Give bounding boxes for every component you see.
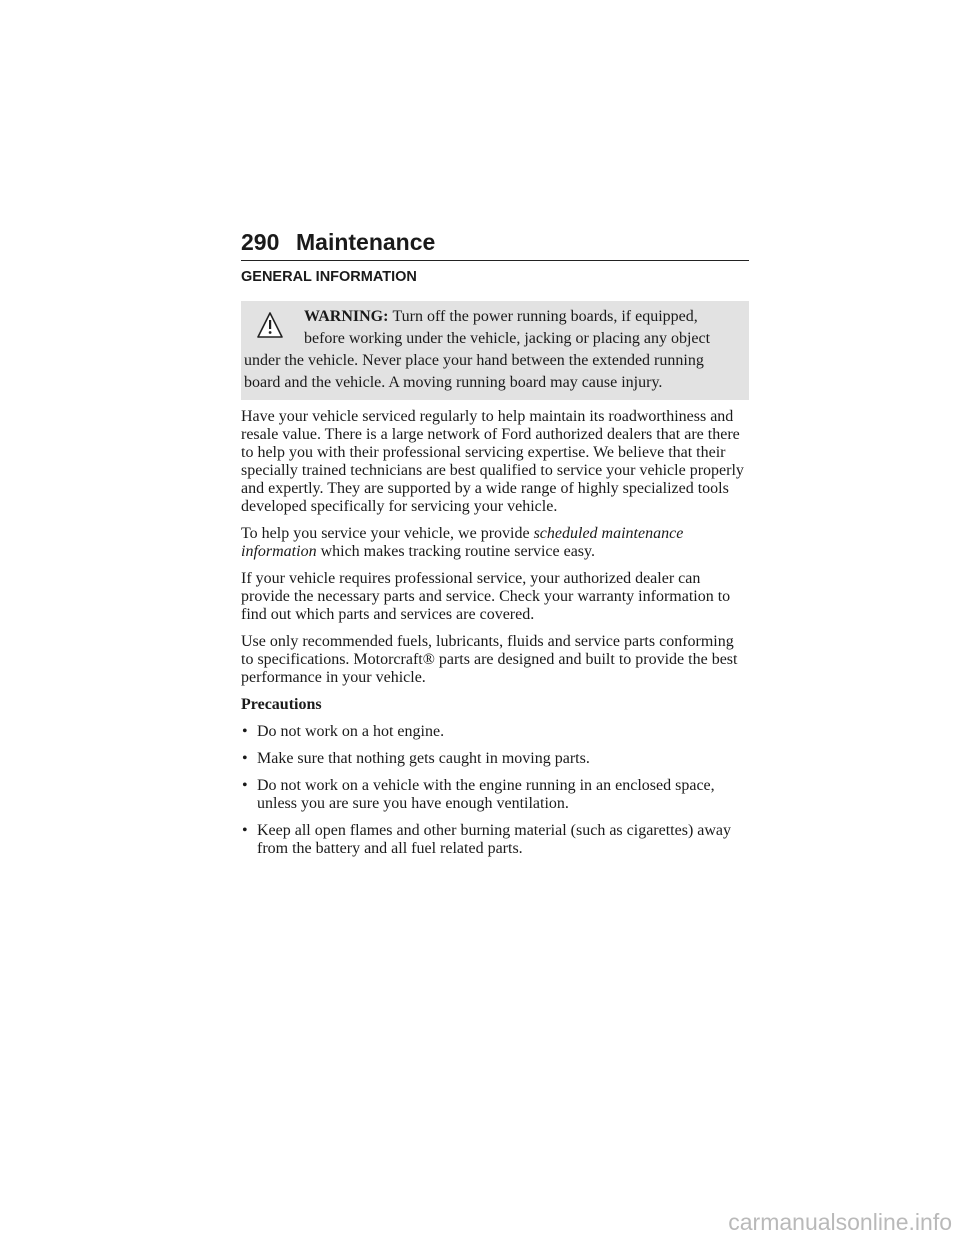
page-header [241, 228, 749, 261]
list-item-text: Make sure that nothing gets caught in moving parts. [257, 750, 590, 767]
paragraph-text: To help you service your vehicle, we provide [241, 525, 530, 542]
list-item [241, 822, 749, 858]
bullet-icon: • [242, 822, 248, 839]
bullet-icon: • [242, 777, 248, 794]
list-item-text: Do not work on a hot engine. [257, 723, 445, 740]
paragraph-text: which makes tracking routine service easy. [320, 543, 595, 560]
precautions-list [241, 723, 749, 858]
list-item [241, 723, 749, 741]
warning-triangle-icon [244, 310, 304, 346]
paragraph-scheduled-maintenance [241, 525, 749, 561]
section-title: GENERAL INFORMATION [241, 269, 417, 285]
paragraph-recommended-parts: Use only recommended fuels, lubricants, fluids and service parts conforming to specifications. Motorcraft® parts are designed and built to provide the best performance in your vehicle. [241, 633, 738, 686]
list-item [241, 750, 749, 768]
paragraph-service-overview: Have your vehicle serviced regularly to help maintain its roadworthiness and resale value. There is a large network of Ford authorized dealers that are there to help you with their professional servicing expertise. We believe that their specially trained technicians are best qualified to service your vehicle properly and expertly. They are supported by a wide range of highly specialized tools developed specifically for servicing your vehicle. [241, 408, 744, 515]
bullet-icon: • [242, 750, 248, 767]
paragraph-professional-service: If your vehicle requires professional service, your authorized dealer can provide the necessary parts and service. Check your warranty information to find out which parts and services are covered. [241, 570, 731, 623]
scheduled-maintenance-reference: scheduled maintenance information [241, 525, 684, 560]
list-item-text: Do not work on a vehicle with the engine running in an enclosed space, unless you are sure you have enough ventilation. [257, 777, 715, 812]
page-number: 290 [241, 229, 280, 255]
precautions-heading: Precautions [241, 696, 322, 713]
warning-label: WARNING: [304, 308, 389, 325]
list-item-text: Keep all open flames and other burning material (such as cigarettes) away from the battery and all fuel related parts. [257, 822, 732, 857]
warning-box [241, 301, 749, 400]
chapter-title: Maintenance [296, 229, 436, 255]
list-item [241, 777, 749, 813]
page-content [241, 268, 749, 867]
warning-text: Turn off the power running boards, if equipped, before working under the vehicle, jacking or placing any object under the vehicle. Never place your hand between the extended running board and the vehicle. A moving running board may cause injury. [244, 308, 711, 391]
watermark: carmanualsonline.info [728, 1209, 952, 1235]
bullet-icon: • [242, 723, 248, 740]
